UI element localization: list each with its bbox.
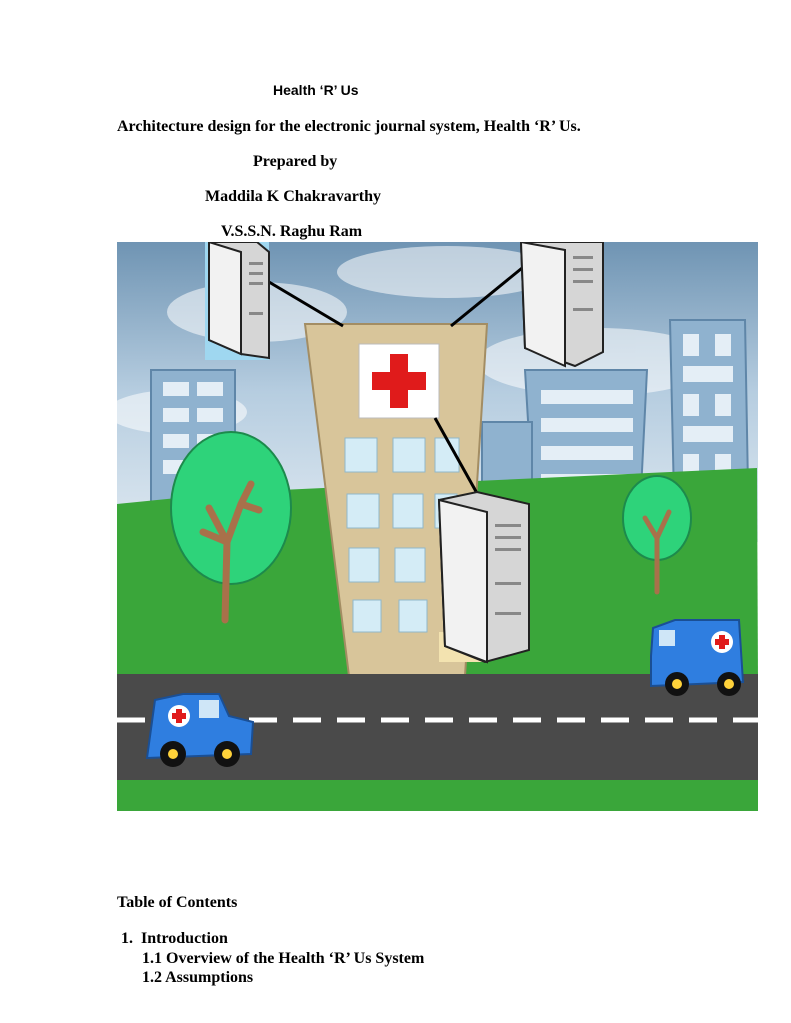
server-icon [521,242,603,366]
toc-entry[interactable] [142,950,424,968]
toc-heading: Table of Contents [117,894,238,911]
document-subtitle: Architecture design for the electronic journal system, Health ‘R’ Us. [117,118,581,135]
toc-entry-number: 1.2 [142,969,162,986]
toc-entry-label: Overview of the Health ‘R’ Us System [166,950,425,967]
toc-entry[interactable] [142,969,253,987]
prepared-by-label: Prepared by [253,153,338,170]
server-icon [205,242,269,360]
toc-entry-number: 1. [121,930,133,947]
hospital-illustration-svg [117,242,758,811]
ambulance-icon [651,620,743,696]
hospital-network-illustration [117,242,758,811]
server-icon [439,492,529,662]
toc-entry-label: Introduction [141,930,228,947]
toc-entry[interactable] [121,930,228,948]
toc-entry-number: 1.1 [142,950,162,967]
author-name: Maddila K Chakravarthy [205,188,382,205]
document-title: Health ‘R’ Us [273,82,359,98]
grass-strip [117,780,758,811]
author-name: V.S.S.N. Raghu Ram [221,223,363,240]
toc-entry-label: Assumptions [165,969,254,986]
